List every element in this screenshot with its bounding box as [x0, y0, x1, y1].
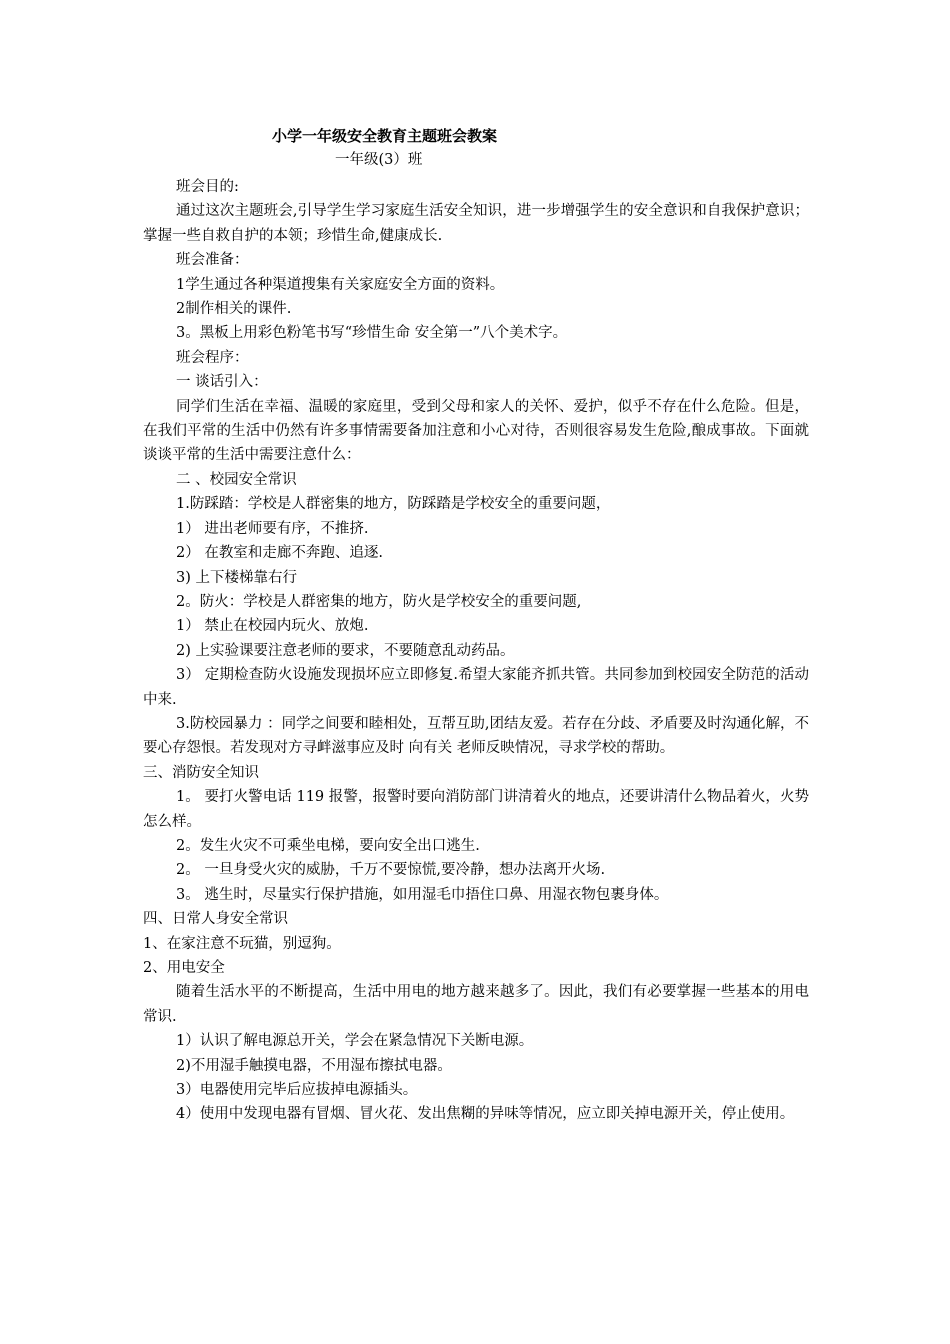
paragraph: 3.防校园暴力 ：同学之间要和睦相处，互帮互助,团结友爱。若存在分歧、矛盾要及时沟通化解，不要心存怨恨。若发现对方寻衅滋事应及时 向有关 老师反映情况，寻求学校的帮助。: [143, 715, 809, 757]
paragraph: 3。 逃生时，尽量实行保护措施，如用湿毛巾捂住口鼻、用湿衣物包裹身体。: [176, 886, 669, 903]
paragraph: 2制作相关的课件.: [176, 301, 292, 318]
paragraph: 四、日常人身安全常识: [143, 911, 288, 928]
document-body: [143, 175, 809, 1127]
class-name: 一年级(3）班: [335, 152, 423, 168]
document-title: 小学一年级安全教育主题班会教案: [272, 127, 498, 145]
paragraph: 2。 一旦身受火灾的威胁，千万不要惊慌,要冷静，想办法离开火场.: [176, 862, 606, 879]
paragraph: 4）使用中发现电器有冒烟、冒火花、发出焦糊的异味等情况，应立即关掉电源开关，停止使用。: [176, 1106, 795, 1123]
paragraph: 2） 在教室和走廊不奔跑、追逐.: [176, 545, 383, 562]
paragraph: 2、用电安全: [143, 960, 225, 976]
paragraph: 2。防火：学校是人群密集的地方，防火是学校安全的重要问题,: [176, 593, 582, 610]
paragraph: 3） 定期检查防火设施发现损坏应立即修复.希望大家能齐抓共管。共同参加到校园安全防范的活动中来.: [143, 667, 809, 708]
paragraph: 1） 进出老师要有序，不推挤.: [176, 520, 369, 537]
paragraph: 3。黑板上用彩色粉笔书写“珍惜生命 安全第一”八个美术字。: [176, 325, 568, 342]
paragraph: 1、在家注意不玩猫，别逗狗。: [143, 935, 341, 952]
paragraph: 通过这次主题班会,引导学生学习家庭生活安全知识，进一步增强学生的安全意识和自我保护意识；掌握一些自救自护的本领；珍惜生命,健康成长.: [143, 203, 809, 244]
paragraph: 1。 要打火警电话 119 报警，报警时要向消防部门讲清着火的地点，还要讲清什么物品着火，火势怎么样。: [143, 789, 809, 830]
paragraph: 同学们生活在幸福、温暖的家庭里，受到父母和家人的关怀、爱护，似乎不存在什么危险。但是，在我们平常的生活中仍然有许多事情需要备加注意和小心对待，否则很容易发生危险,酿成事故。下面就谈谈平常的生活中需要注意什么：: [143, 398, 809, 464]
paragraph: 3) 上下楼梯靠右行: [176, 569, 297, 586]
paragraph: 2)不用湿手触摸电器，不用湿布擦拭电器。: [176, 1057, 452, 1074]
paragraph: 班会目的:: [176, 179, 239, 195]
paragraph: 2。发生火灾不可乘坐电梯，要向安全出口逃生.: [176, 837, 480, 854]
paragraph: 班会程序：: [176, 349, 249, 366]
paragraph: 1.防踩踏：学校是人群密集的地方，防踩踏是学校安全的重要问题，: [176, 496, 611, 513]
paragraph: 三、消防安全知识: [143, 764, 259, 781]
paragraph: 一 谈话引入：: [176, 374, 268, 391]
paragraph: 随着生活水平的不断提高，生活中用电的地方越来越多了。因此，我们有必要掌握一些基本的用电常识.: [143, 984, 809, 1025]
paragraph: 2) 上实验课要注意老师的要求，不要随意乱动药品。: [176, 642, 515, 659]
paragraph: 1） 禁止在校园内玩火、放炮.: [176, 618, 369, 635]
paragraph: 班会准备：: [176, 252, 249, 269]
paragraph: 1学生通过各种渠道搜集有关家庭安全方面的资料。: [176, 276, 505, 293]
paragraph: 1）认识了解电源总开关，学会在紧急情况下关断电源。: [176, 1033, 534, 1050]
paragraph: 3）电器使用完毕后应拔掉电源插头。: [176, 1082, 418, 1099]
paragraph: 二 、校园安全常识: [176, 471, 297, 488]
